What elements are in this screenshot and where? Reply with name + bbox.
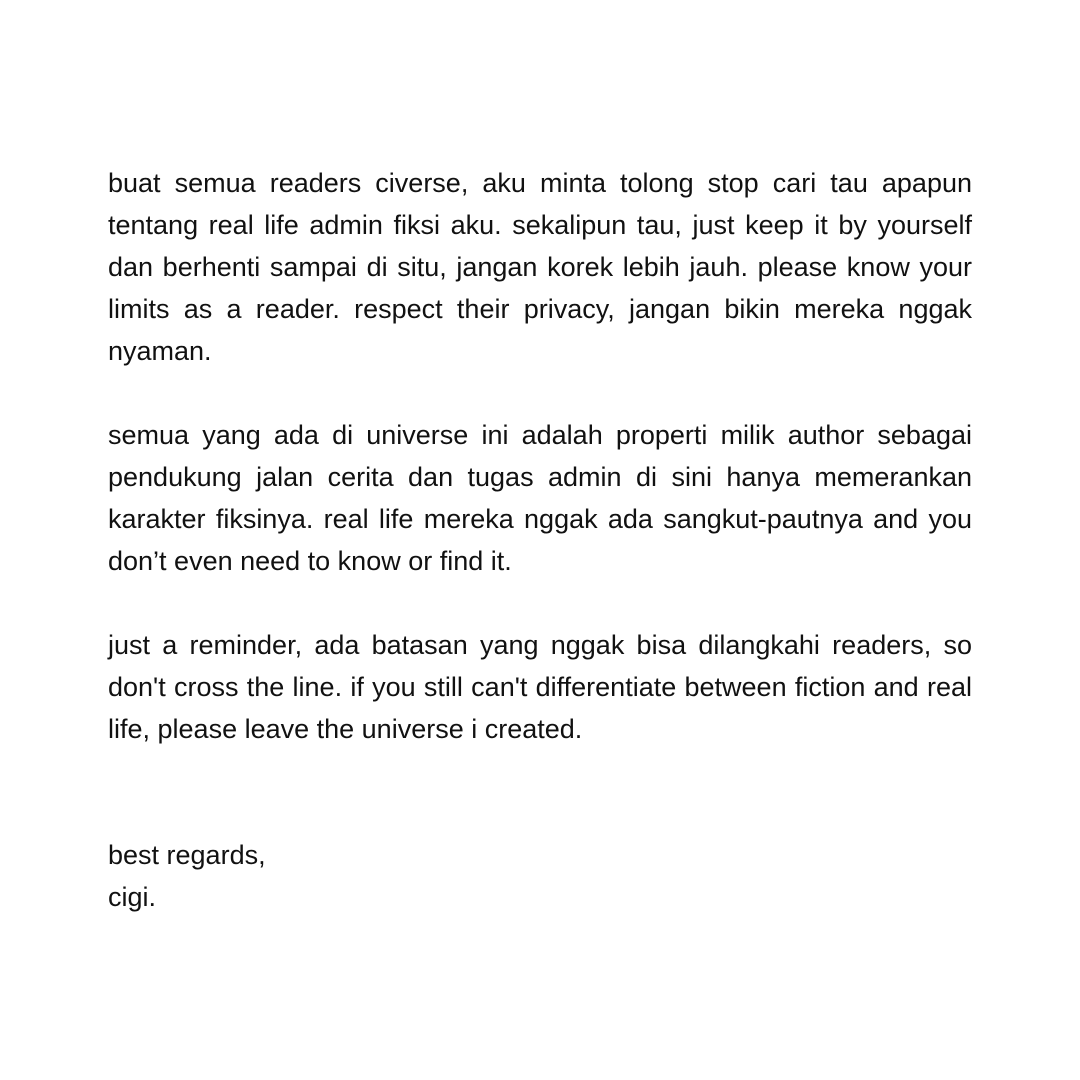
paragraph-privacy-request: buat semua readers civerse, aku minta tolong stop cari tau apapun tentang real life admin fiksi aku. sekalipun tau, just keep it by yourself dan berhenti sampai di situ, jangan korek lebih jauh. please know your limits as a reader. respect their privacy, jangan bikin mereka nggak nyaman. [108,168,972,366]
closing-greeting: best regards, [108,840,266,870]
signature: cigi. [108,882,157,912]
signoff [108,834,972,918]
paragraph-universe-property: semua yang ada di universe ini adalah properti milik author sebagai pendukung jalan cerita dan tugas admin di sini hanya memerankan karakter fiksinya. real life mereka nggak ada sangkut-pautnya and you don’t even need to know or find it. [108,420,972,576]
letter-document [108,162,972,918]
paragraph-reminder: just a reminder, ada batasan yang nggak bisa dilangkahi readers, so don't cross the line. if you still can't differentiate between fiction and real life, please leave the universe i created. [108,630,972,744]
